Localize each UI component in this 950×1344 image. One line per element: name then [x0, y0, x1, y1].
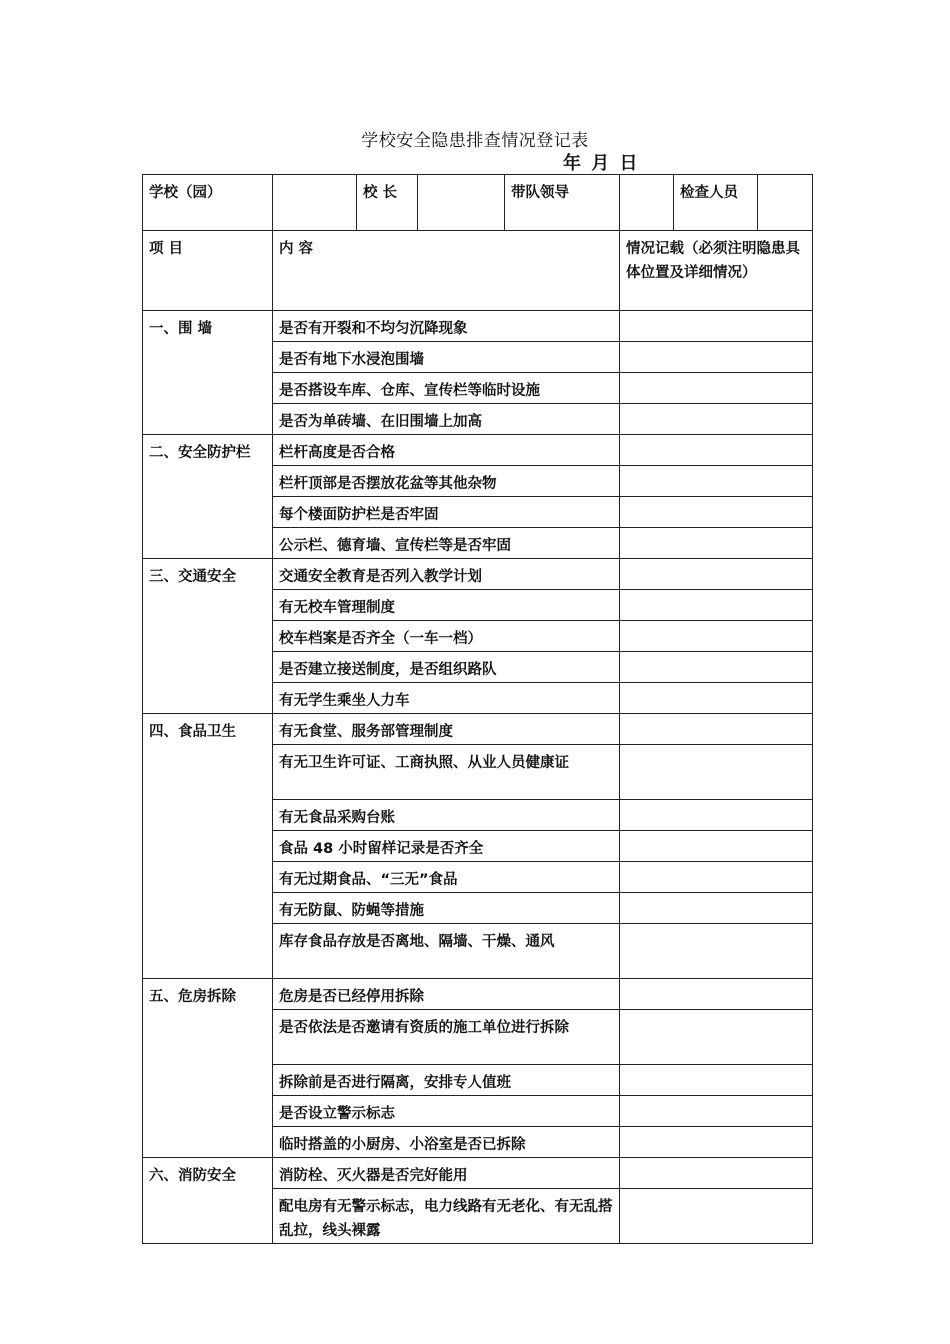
inspector-label: 检查人员 [674, 175, 758, 231]
table-row [143, 979, 813, 1010]
item-content: 有无过期食品、“三无”食品 [273, 862, 620, 893]
header-row [143, 175, 813, 231]
record-cell[interactable] [620, 714, 813, 745]
item-content: 是否建立接送制度，是否组织路队 [273, 652, 620, 683]
record-cell[interactable] [620, 590, 813, 621]
table-row [143, 311, 813, 342]
record-cell[interactable] [620, 1065, 813, 1096]
leader-value-cell[interactable] [620, 175, 674, 231]
record-cell[interactable] [620, 497, 813, 528]
item-content: 是否有开裂和不均匀沉降现象 [273, 311, 620, 342]
item-content: 拆除前是否进行隔离，安排专人值班 [273, 1065, 620, 1096]
item-content: 是否设立警示标志 [273, 1096, 620, 1127]
item-content: 库存食品存放是否离地、隔墙、干燥、通风 [273, 924, 620, 979]
item-content: 是否依法是否邀请有资质的施工单位进行拆除 [273, 1010, 620, 1065]
record-cell[interactable] [620, 893, 813, 924]
section-name: 四、食品卫生 [143, 714, 273, 979]
record-cell[interactable] [620, 528, 813, 559]
item-content: 配电房有无警示标志，电力线路有无老化、有无乱搭乱拉，线头裸露 [273, 1189, 620, 1244]
column-content: 内 容 [273, 231, 620, 311]
record-cell[interactable] [620, 1127, 813, 1158]
record-cell[interactable] [620, 373, 813, 404]
item-content: 校车档案是否齐全（一车一档） [273, 621, 620, 652]
table-row [143, 1158, 813, 1189]
record-cell[interactable] [620, 745, 813, 800]
record-cell[interactable] [620, 435, 813, 466]
item-content: 有无学生乘坐人力车 [273, 683, 620, 714]
item-content: 是否搭设车库、仓库、宣传栏等临时设施 [273, 373, 620, 404]
school-label: 学校（园） [143, 175, 273, 231]
column-header-row [143, 231, 813, 311]
item-content: 是否为单砖墙、在旧围墙上加高 [273, 404, 620, 435]
record-cell[interactable] [620, 621, 813, 652]
principal-label: 校 长 [357, 175, 418, 231]
table-row [143, 559, 813, 590]
inspection-table [142, 174, 813, 1244]
record-cell[interactable] [620, 979, 813, 1010]
record-cell[interactable] [620, 559, 813, 590]
record-cell[interactable] [620, 683, 813, 714]
date-label: 年 月 日 [563, 153, 640, 174]
item-content: 有无防鼠、防蝇等措施 [273, 893, 620, 924]
record-cell[interactable] [620, 1158, 813, 1189]
inspector-value-cell[interactable] [758, 175, 813, 231]
item-content: 食品 48 小时留样记录是否齐全 [273, 831, 620, 862]
item-content: 消防栓、灭火器是否完好能用 [273, 1158, 620, 1189]
section-name: 六、消防安全 [143, 1158, 273, 1244]
table-row [143, 435, 813, 466]
record-cell[interactable] [620, 311, 813, 342]
item-content: 有无校车管理制度 [273, 590, 620, 621]
section-name: 一、围 墙 [143, 311, 273, 435]
record-cell[interactable] [620, 466, 813, 497]
section-name: 三、交通安全 [143, 559, 273, 714]
item-content: 栏杆顶部是否摆放花盆等其他杂物 [273, 466, 620, 497]
item-content: 危房是否已经停用拆除 [273, 979, 620, 1010]
record-cell[interactable] [620, 1189, 813, 1244]
section-name: 五、危房拆除 [143, 979, 273, 1158]
item-content: 栏杆高度是否合格 [273, 435, 620, 466]
page-title: 学校安全隐患排查情况登记表 [361, 131, 589, 151]
record-cell[interactable] [620, 862, 813, 893]
item-content: 每个楼面防护栏是否牢固 [273, 497, 620, 528]
record-cell[interactable] [620, 1010, 813, 1065]
table-body [143, 311, 813, 1244]
record-cell[interactable] [620, 342, 813, 373]
section-name: 二、安全防护栏 [143, 435, 273, 559]
record-cell[interactable] [620, 1096, 813, 1127]
item-content: 是否有地下水浸泡围墙 [273, 342, 620, 373]
item-content: 临时搭盖的小厨房、小浴室是否已拆除 [273, 1127, 620, 1158]
record-cell[interactable] [620, 924, 813, 979]
record-cell[interactable] [620, 800, 813, 831]
item-content: 有无食堂、服务部管理制度 [273, 714, 620, 745]
item-content: 公示栏、德育墙、宣传栏等是否牢固 [273, 528, 620, 559]
column-item: 项 目 [143, 231, 273, 311]
item-content: 有无食品采购台账 [273, 800, 620, 831]
leader-label: 带队领导 [505, 175, 620, 231]
item-content: 有无卫生许可证、工商执照、从业人员健康证 [273, 745, 620, 800]
school-value-cell[interactable] [273, 175, 357, 231]
record-cell[interactable] [620, 652, 813, 683]
record-cell[interactable] [620, 831, 813, 862]
item-content: 交通安全教育是否列入教学计划 [273, 559, 620, 590]
principal-value-cell[interactable] [418, 175, 505, 231]
record-cell[interactable] [620, 404, 813, 435]
column-record: 情况记载（必须注明隐患具体位置及详细情况） [620, 231, 813, 311]
table-row [143, 714, 813, 745]
